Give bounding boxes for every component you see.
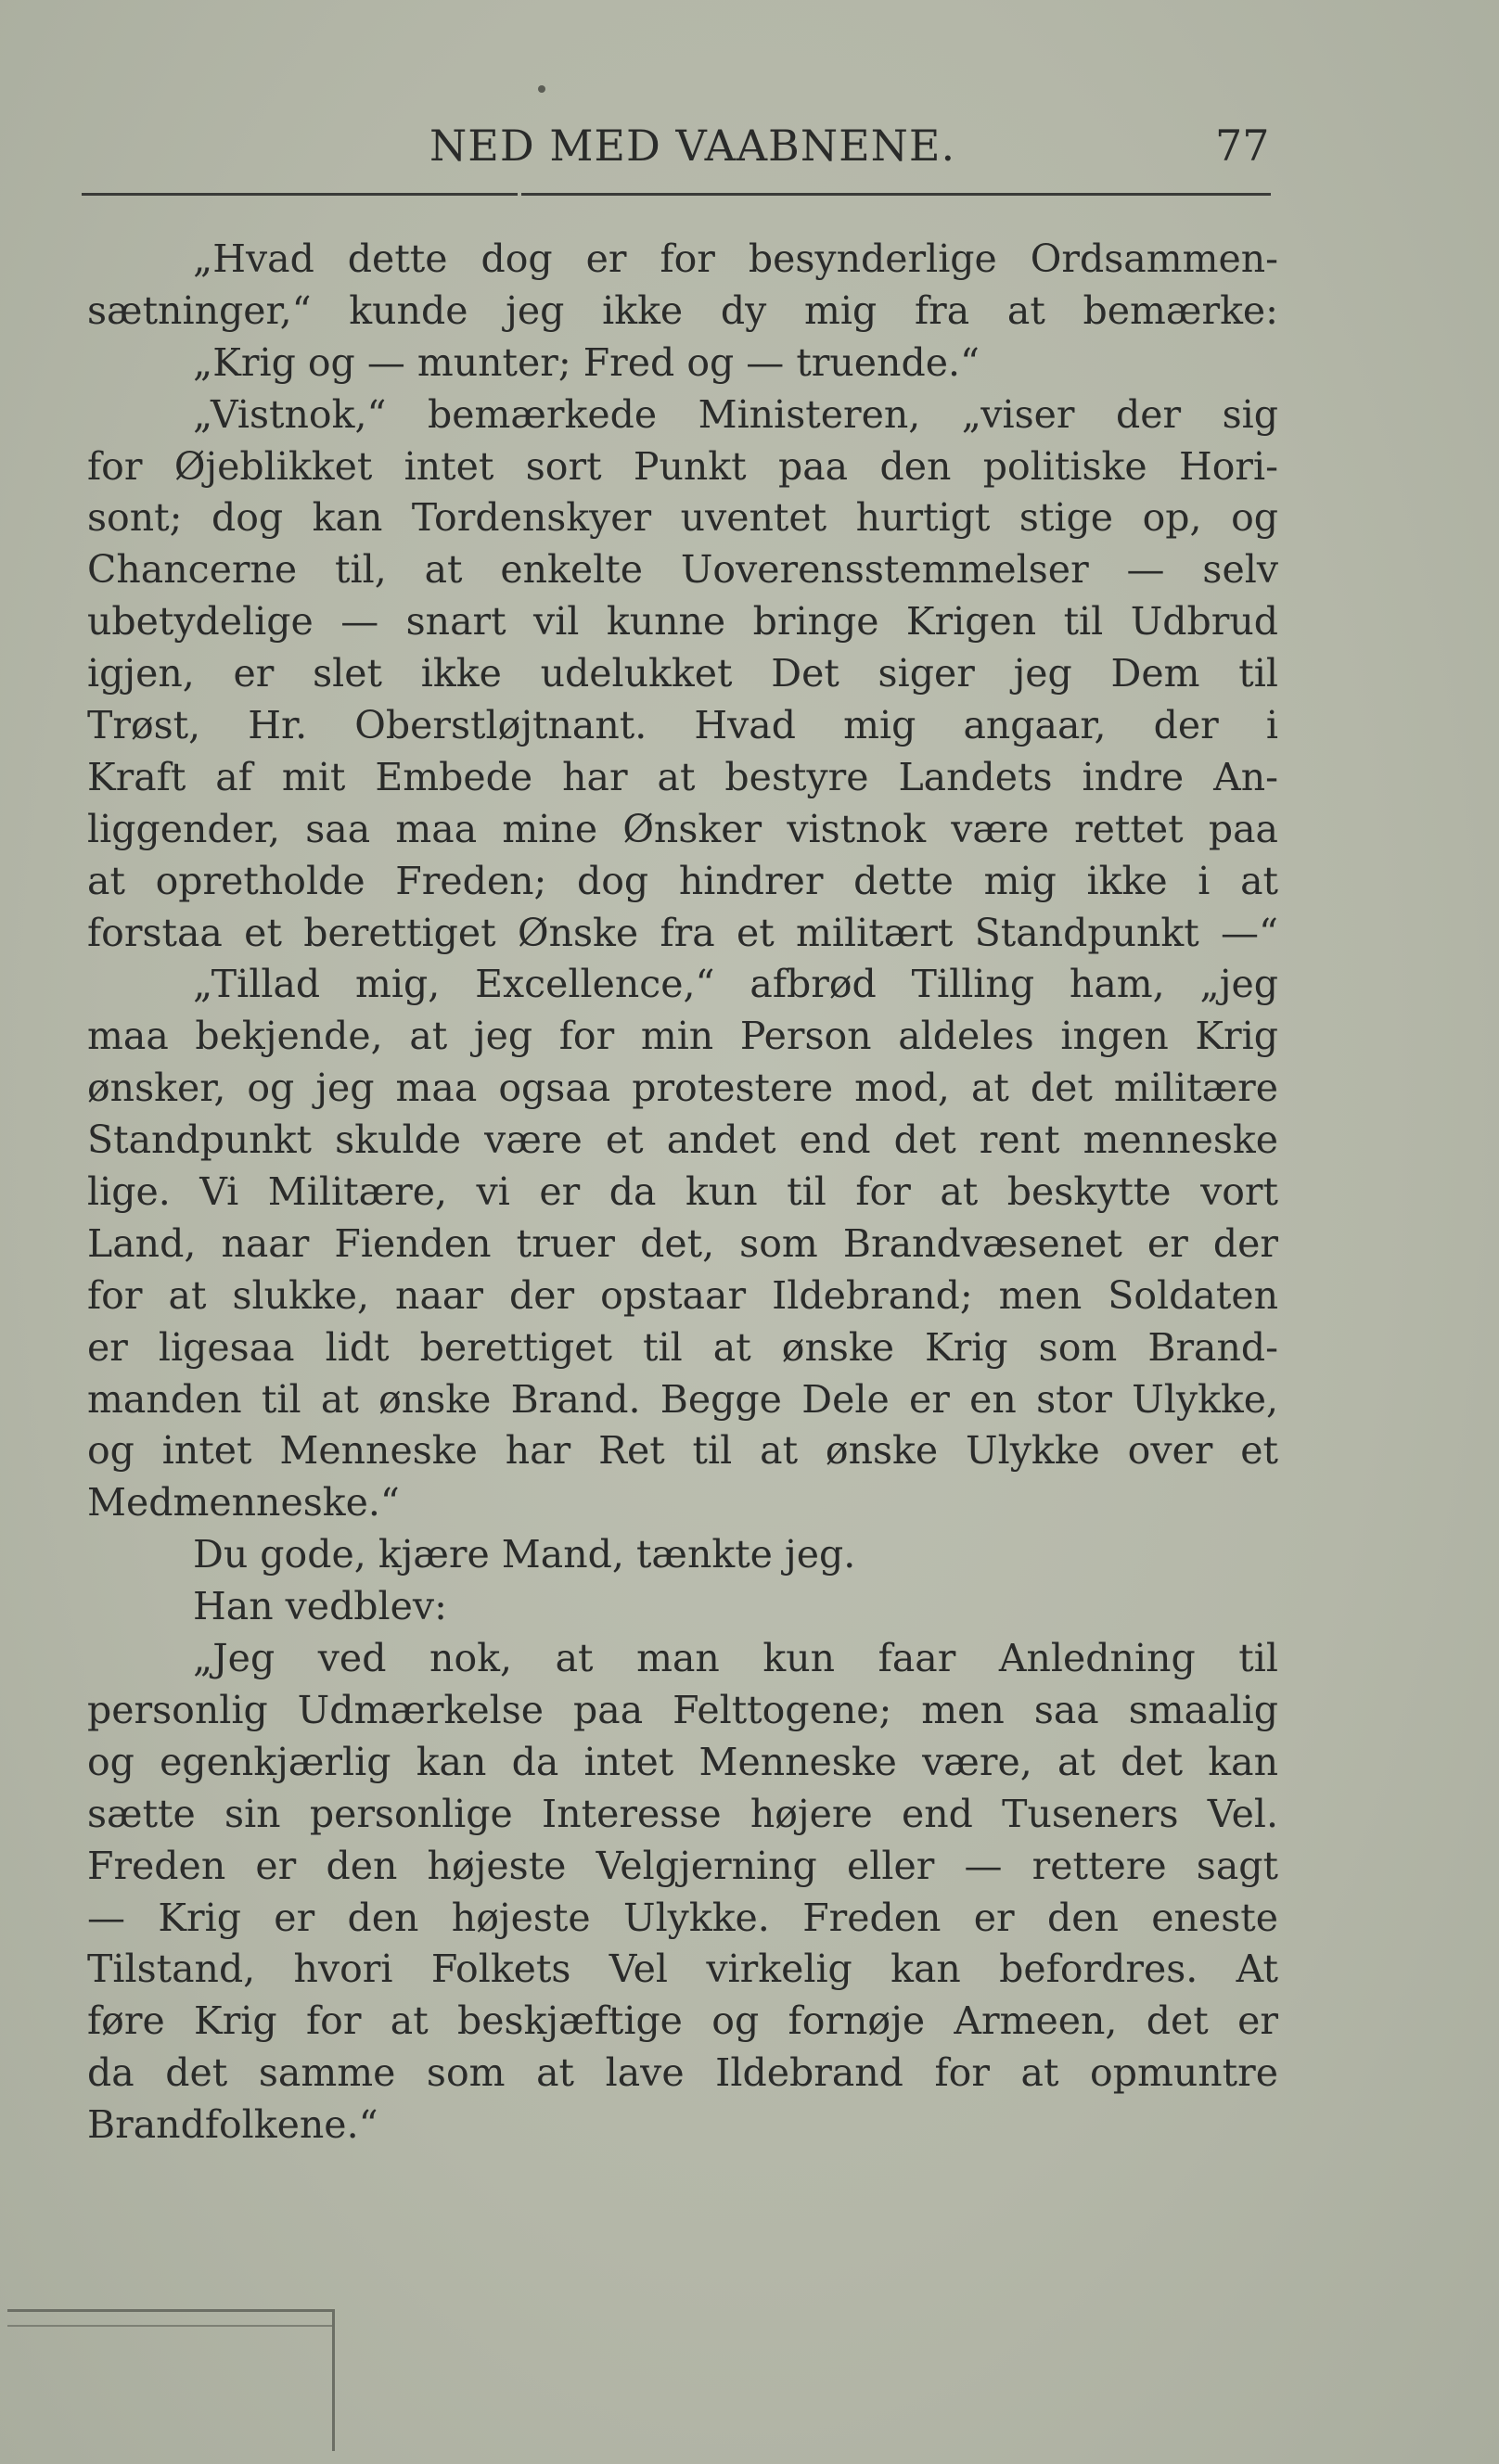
text-line: forstaa et berettiget Ønske fra et militært Standpunkt —“ [87, 910, 1278, 955]
text-line: „Hvad dette dog er for besynderlige Ordsammen- [193, 236, 1278, 281]
text-line: Kraft af mit Embede har at bestyre Landets indre An- [87, 754, 1278, 799]
text-line: Freden er den højeste Velgjerning eller — rettere sagt [87, 1843, 1278, 1888]
text-line: Medmenneske.“ [87, 1480, 400, 1526]
text-line: føre Krig for at beskjæftige og fornøje Armeen, det er [87, 1998, 1278, 2044]
text-line: manden til at ønske Brand. Begge Dele er en stor Ulykke, [87, 1376, 1278, 1422]
text-line: „Tillad mig, Excellence,“ afbrød Tilling ham, „jeg [193, 962, 1278, 1007]
text-line: Du gode, kjære Mand, tænkte jeg. [193, 1532, 856, 1577]
text-line: Chancerne til, at enkelte Uoverensstemmelser — selv [87, 547, 1278, 593]
text-line: sont; dog kan Tordenskyer uventet hurtigt stige op, og [87, 495, 1278, 541]
text-line: lige. Vi Militære, vi er da kun til for at beskytte vort [87, 1169, 1278, 1215]
header-rule-right [521, 193, 1271, 196]
text-line: at opretholde Freden; dog hindrer dette mig ikke i at [87, 858, 1278, 903]
text-line: „Jeg ved nok, at man kun faar Anledning til [193, 1636, 1278, 1681]
text-line: for Øjeblikket intet sort Punkt paa den politiske Hori- [87, 443, 1278, 489]
text-line: „Vistnok,“ bemærkede Ministeren, „viser der sig [193, 391, 1278, 437]
header-rule-left [82, 193, 518, 196]
ink-speck [538, 85, 545, 93]
page-number: 77 [1215, 121, 1270, 171]
text-line: ønsker, og jeg maa ogsaa protestere mod, at det militære [87, 1066, 1278, 1111]
text-line: personlig Udmærkelse paa Felttogene; men saa smaalig [87, 1687, 1278, 1732]
text-line: Brandfolkene.“ [87, 2102, 378, 2148]
text-line: igjen, er slet ikke udelukket Det siger jeg Dem til [87, 651, 1278, 696]
text-line: og intet Menneske har Ret til at ønske Ulykke over et [87, 1428, 1278, 1474]
library-stamp-frame [7, 2309, 335, 2451]
text-line: er ligesaa lidt berettiget til at ønske Krig som Brand- [87, 1324, 1278, 1370]
text-line: Standpunkt skulde være et andet end det rent menneske [87, 1117, 1278, 1163]
text-line: — Krig er den højeste Ulykke. Freden er den eneste [87, 1895, 1278, 1940]
text-line: Trøst, Hr. Oberstløjtnant. Hvad mig angaar, der i [87, 703, 1278, 748]
text-line: maa bekjende, at jeg for min Person aldeles ingen Krig [87, 1014, 1278, 1059]
text-line: Tilstand, hvori Folkets Vel virkelig kan befordres. At [87, 1947, 1278, 1992]
text-line: „Krig og — munter; Fred og — truende.“ [193, 339, 980, 385]
text-line: liggender, saa maa mine Ønsker vistnok være rettet paa [87, 806, 1278, 851]
text-line: Han vedblev: [193, 1584, 447, 1629]
text-line: Land, naar Fienden truer det, som Brandvæsenet er der [87, 1220, 1278, 1266]
page-header [0, 121, 1499, 185]
text-line: da det samme som at lave Ildebrand for at opmuntre [87, 2050, 1278, 2096]
text-line: for at slukke, naar der opstaar Ildebrand; men Soldaten [87, 1272, 1278, 1318]
body-text [87, 234, 1278, 2151]
text-line: ubetydelige — snart vil kunne bringe Krigen til Udbrud [87, 599, 1278, 645]
text-line: sætte sin personlige Interesse højere end Tuseners Vel. [87, 1791, 1278, 1836]
text-line: og egenkjærlig kan da intet Menneske være, at det kan [87, 1739, 1278, 1784]
running-title: NED MED VAABNENE. [429, 121, 956, 171]
text-line: sætninger,“ kunde jeg ikke dy mig fra at bemærke: [87, 287, 1278, 333]
